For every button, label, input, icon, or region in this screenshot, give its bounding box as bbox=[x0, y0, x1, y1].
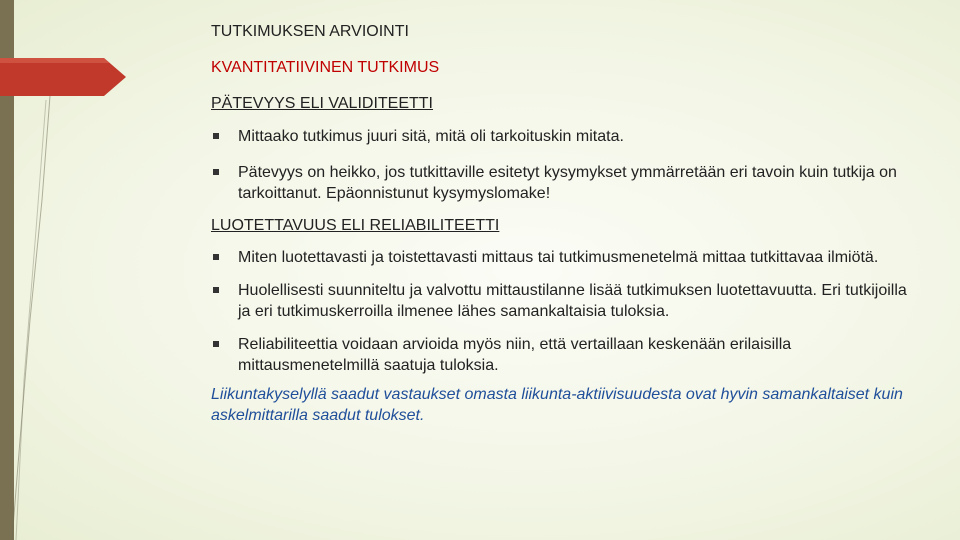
list-item bbox=[211, 334, 911, 376]
bullet-square-icon bbox=[213, 169, 219, 175]
bullet-square-icon bbox=[213, 133, 219, 139]
reliability-list bbox=[211, 247, 911, 376]
slide-subtitle: KVANTITATIIVINEN TUTKIMUS bbox=[211, 59, 440, 76]
list-item-text: Huolellisesti suunniteltu ja valvottu mittaustilanne lisää tutkimuksen luotettavuutta. Eri tutkijoilla ja eri tutkimuskerroilla ilmenee lähes samankaltaisia tuloksia. bbox=[238, 282, 907, 320]
slide-content bbox=[211, 22, 911, 426]
slide-title: TUTKIMUKSEN ARVIOINTI bbox=[211, 23, 409, 40]
list-item-text: Mittaako tutkimus juuri sitä, mitä oli tarkoituskin mitata. bbox=[238, 128, 624, 145]
example-note: Liikuntakyselyllä saadut vastaukset omasta liikunta-aktiivisuudesta ovat hyvin samankaltaiset kuin askelmittarilla saadut tulokset. bbox=[211, 386, 903, 424]
list-item bbox=[211, 247, 911, 268]
list-item-text: Reliabiliteettia voidaan arvioida myös niin, että vertaillaan keskenään erilaisilla mittausmenetelmillä saatuja tuloksia. bbox=[238, 336, 792, 374]
list-item-text: Pätevyys on heikko, jos tutkittaville esitetyt kysymykset ymmärretään eri tavoin kuin tutkija on tarkoittanut. Epäonnistunut kysymyslomake! bbox=[238, 164, 897, 202]
section-heading-validity: PÄTEVYYS ELI VALIDITEETTI bbox=[211, 95, 433, 112]
list-item bbox=[211, 280, 911, 322]
arrow-banner-shape bbox=[0, 58, 126, 96]
bullet-square-icon bbox=[213, 341, 219, 347]
section-heading-reliability: LUOTETTAVUUS ELI RELIABILITEETTI bbox=[211, 217, 500, 234]
bullet-square-icon bbox=[213, 254, 219, 260]
list-item bbox=[211, 162, 911, 204]
validity-list bbox=[211, 126, 911, 204]
list-item-text: Miten luotettavasti ja toistettavasti mittaus tai tutkimusmenetelmä mittaa tutkittavaa ilmiötä. bbox=[238, 249, 879, 266]
bullet-square-icon bbox=[213, 287, 219, 293]
list-item bbox=[211, 126, 911, 147]
